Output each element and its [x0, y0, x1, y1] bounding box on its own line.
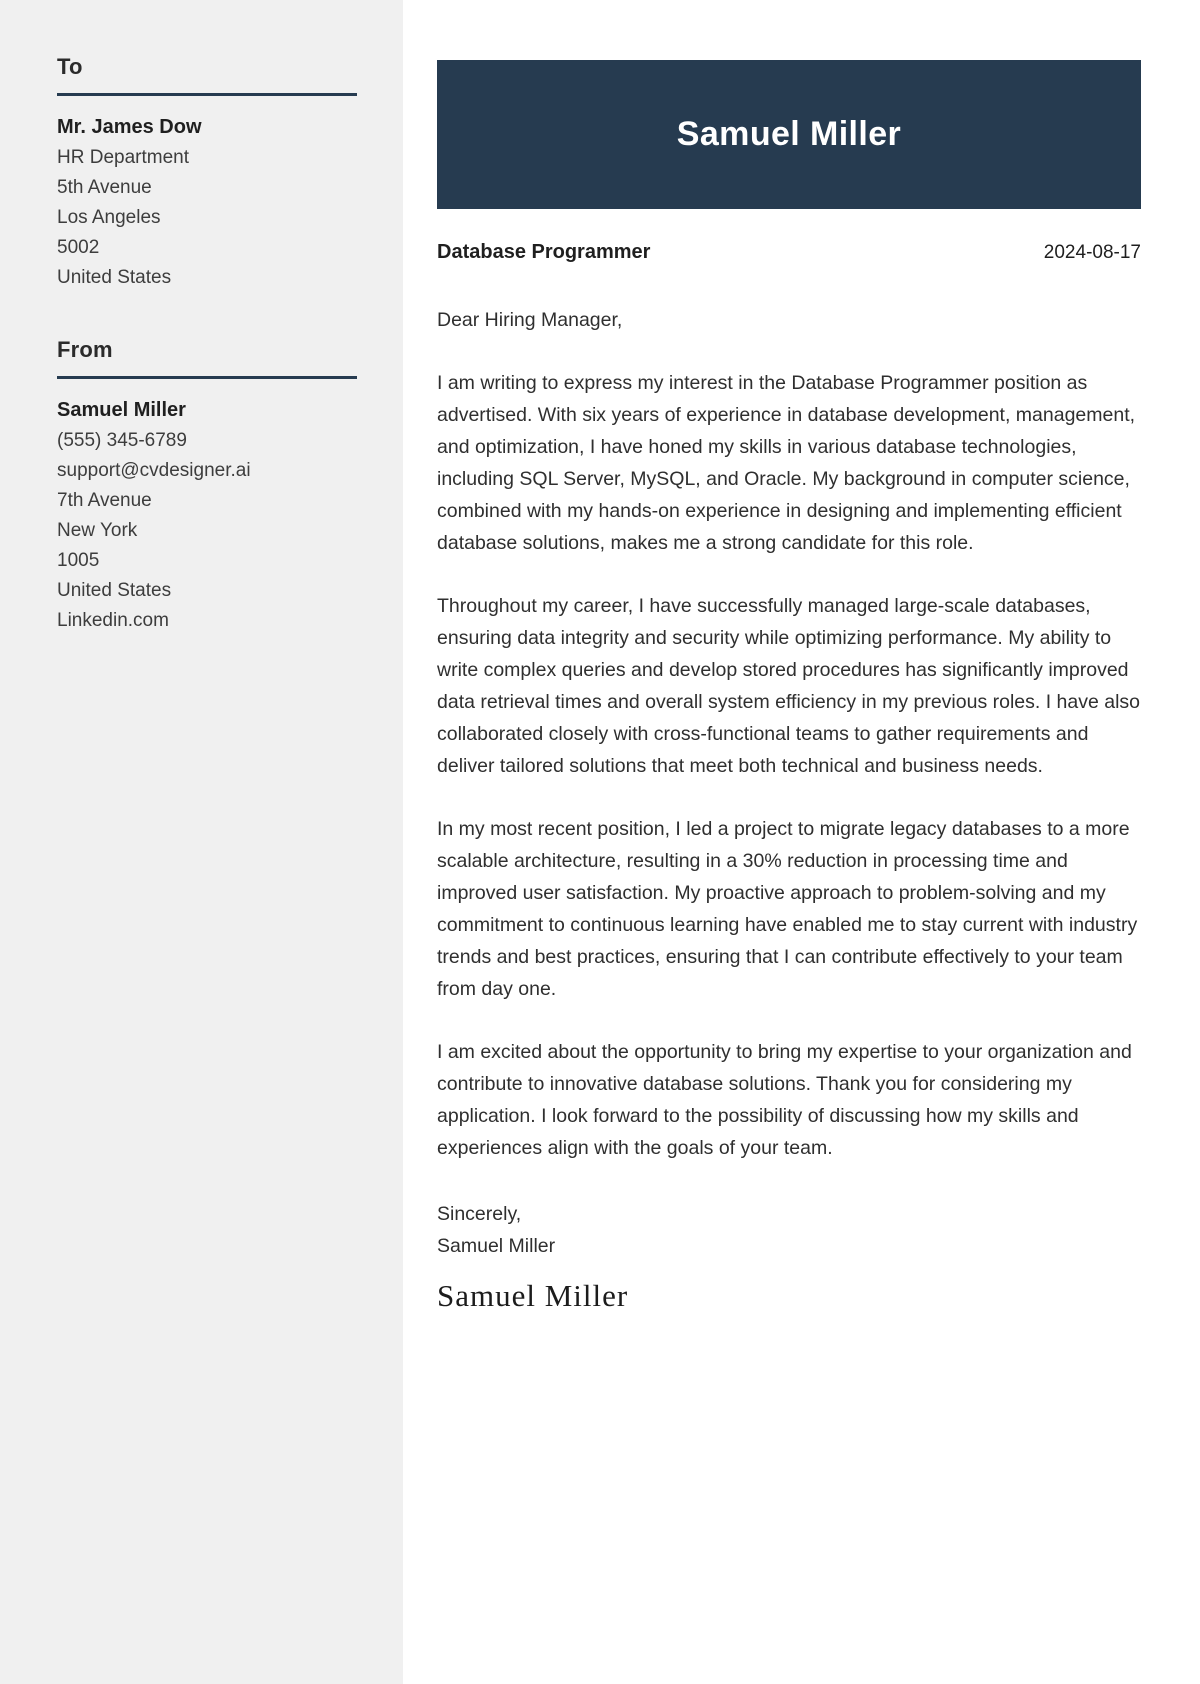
candidate-name: Samuel Miller — [676, 115, 902, 153]
job-title: Database Programmer — [437, 241, 651, 263]
letter-paragraph: I am excited about the opportunity to bring my expertise to your organization and contribute to innovative database solutions. Thank you for considering my application. I look forward to the possibility of discussing how my skills and experiences align with the goals of your team. — [437, 1041, 1132, 1159]
recipient-address-line: HR Department — [57, 147, 189, 168]
signature-name: Samuel Miller — [437, 1235, 556, 1257]
letter-content — [437, 0, 1141, 1314]
salutation: Dear Hiring Manager, — [437, 309, 623, 331]
sender-contact-line: United States — [57, 580, 172, 601]
to-divider — [57, 93, 357, 96]
closing-line: Sincerely, — [437, 1203, 522, 1225]
letter-paragraph: I am writing to express my interest in the Database Programmer position as advertised. With six years of experience in database development, management, and optimization, I have honed my skills in various database technologies, including SQL Server, MySQL, and Oracle. My background in computer science, combined with my hands-on experience in designing and implementing efficient database solutions, makes me a strong candidate for this role. — [437, 372, 1136, 554]
sender-contact-line: New York — [57, 520, 138, 541]
sender-contact-details — [57, 426, 357, 636]
sender-contact-line: (555) 345-6789 — [57, 430, 187, 451]
to-section — [57, 54, 357, 293]
sender-contact-line: 7th Avenue — [57, 490, 152, 511]
letter-paragraph: Throughout my career, I have successfully managed large-scale databases, ensuring data integrity and security while optimizing performance. My ability to write complex queries and develop stored procedures has significantly improved data retrieval times and overall system efficiency in my previous roles. I have also collaborated closely with cross-functional teams to gather requirements and deliver tailored solutions that meet both technical and business needs. — [437, 595, 1141, 777]
sender-contact-line: 1005 — [57, 550, 100, 571]
from-section — [57, 337, 357, 636]
sender-name: Samuel Miller — [57, 399, 186, 421]
recipient-address-line: Los Angeles — [57, 207, 161, 228]
recipient-address — [57, 143, 357, 293]
sender-contact-line: support@cvdesigner.ai — [57, 460, 251, 481]
meta-row — [437, 241, 1141, 264]
recipient-name: Mr. James Dow — [57, 116, 202, 138]
sidebar — [0, 0, 403, 1684]
from-heading: From — [57, 337, 113, 362]
signature-handwriting: Samuel Miller — [437, 1278, 629, 1313]
sender-contact-line: Linkedin.com — [57, 610, 169, 631]
recipient-address-line: 5th Avenue — [57, 177, 152, 198]
letter-body — [437, 367, 1141, 1164]
to-heading: To — [57, 54, 83, 79]
from-divider — [57, 376, 357, 379]
recipient-address-line: 5002 — [57, 237, 100, 258]
name-banner — [437, 60, 1141, 209]
letter-date: 2024-08-17 — [1043, 242, 1141, 263]
recipient-address-line: United States — [57, 267, 172, 288]
letter-paragraph: In my most recent position, I led a project to migrate legacy databases to a more scalable architecture, resulting in a 30% reduction in processing time and improved user satisfaction. My proactive approach to problem-solving and my commitment to continuous learning have enabled me to stay current with industry trends and best practices, ensuring that I can contribute effectively to your team from day one. — [437, 818, 1138, 1000]
